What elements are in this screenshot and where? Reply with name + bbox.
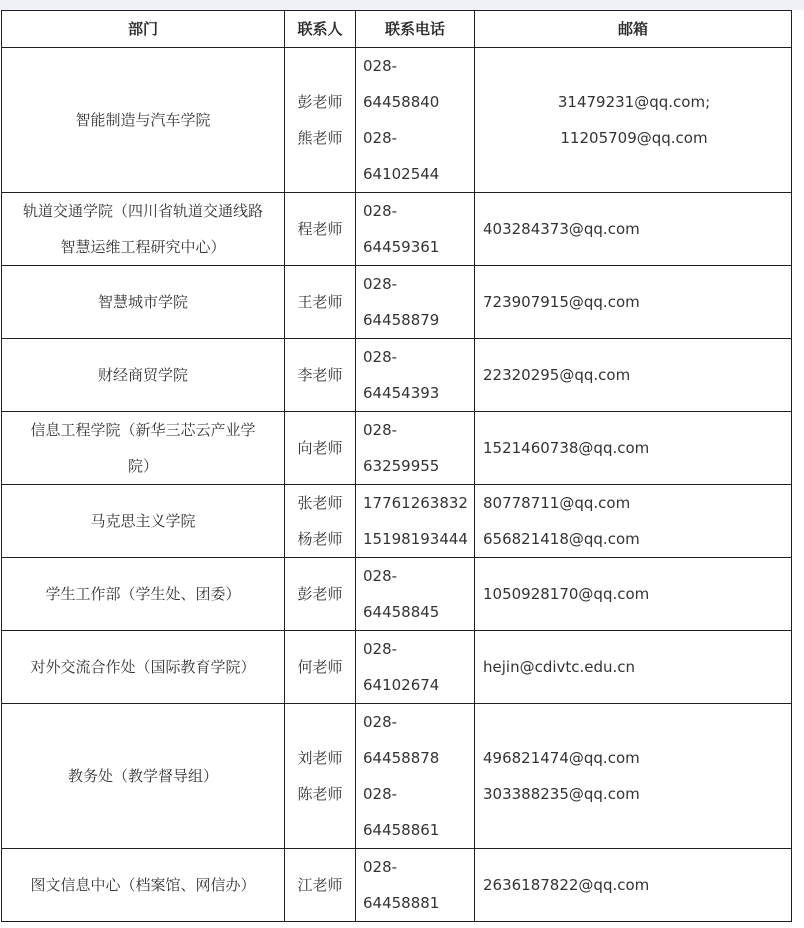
phone-cell	[356, 704, 475, 849]
contact-table	[1, 10, 792, 922]
phone-cell	[356, 339, 475, 412]
table-row	[2, 48, 792, 193]
department-name: 马克思主义学院	[90, 512, 196, 530]
email-cell	[475, 193, 792, 266]
department-cell	[2, 485, 285, 558]
table-row	[2, 849, 792, 922]
contact-person-name: 彭老师	[297, 585, 343, 603]
department-name: 智慧城市学院	[97, 293, 188, 311]
department-cell	[2, 412, 285, 485]
department-name: 对外交流合作处（国际教育学院）	[30, 658, 256, 676]
email-cell	[475, 48, 792, 193]
phone-text: 64458878	[363, 749, 440, 767]
email-cell	[475, 631, 792, 704]
header-department: 部门	[2, 11, 285, 48]
phone-text: 028-	[363, 858, 398, 876]
table-row	[2, 339, 792, 412]
phone-text: 028-	[363, 785, 398, 803]
contact-person-cell	[285, 339, 356, 412]
phone-cell	[356, 485, 475, 558]
email-text: 31479231@qq.com;	[557, 93, 711, 111]
department-name: 图文信息中心（档案馆、网信办）	[30, 876, 256, 894]
contact-person-name: 程老师	[297, 220, 343, 238]
contact-person-cell	[285, 266, 356, 339]
phone-text: 028-	[363, 567, 398, 585]
email-text: 22320295@qq.com	[483, 366, 631, 384]
contact-person-name: 刘老师	[297, 749, 343, 767]
department-cell	[2, 339, 285, 412]
phone-text: 64102674	[363, 676, 440, 694]
department-cell	[2, 266, 285, 339]
contact-person-name: 李老师	[297, 366, 343, 384]
header-contact-person: 联系人	[285, 11, 356, 48]
contact-person-name: 何老师	[297, 658, 343, 676]
contact-person-cell	[285, 631, 356, 704]
email-text: 80778711@qq.com	[483, 494, 631, 512]
email-cell	[475, 558, 792, 631]
phone-text: 028-	[363, 275, 398, 293]
department-cell	[2, 849, 285, 922]
phone-text: 64458881	[363, 894, 440, 912]
department-name: 学生工作部（学生处、团委）	[45, 585, 241, 603]
department-cell	[2, 631, 285, 704]
email-text: 723907915@qq.com	[483, 293, 640, 311]
email-cell	[475, 704, 792, 849]
contact-person-cell	[285, 48, 356, 193]
phone-text: 64458861	[363, 821, 440, 839]
department-name-line: 轨道交通学院（四川省轨道交通线路	[22, 202, 263, 220]
phone-text: 63259955	[363, 457, 440, 475]
email-text: 656821418@qq.com	[483, 530, 640, 548]
contact-person-cell	[285, 412, 356, 485]
contact-person-name: 杨老师	[297, 530, 343, 548]
email-cell	[475, 339, 792, 412]
contact-person-name: 向老师	[297, 439, 343, 457]
department-name-line: 院）	[127, 457, 158, 475]
email-cell	[475, 485, 792, 558]
department-name: 智能制造与汽车学院	[75, 111, 211, 129]
contact-person-name: 张老师	[297, 494, 343, 512]
contact-person-cell	[285, 704, 356, 849]
phone-text: 028-	[363, 202, 398, 220]
contact-person-name: 陈老师	[297, 785, 343, 803]
contact-person-cell	[285, 193, 356, 266]
phone-cell	[356, 48, 475, 193]
contact-person-name: 熊老师	[297, 129, 343, 147]
table-row	[2, 704, 792, 849]
phone-text: 028-	[363, 57, 398, 75]
email-text: 1050928170@qq.com	[483, 585, 650, 603]
contact-person-cell	[285, 558, 356, 631]
email-text: 11205709@qq.com	[560, 129, 708, 147]
table-row	[2, 558, 792, 631]
phone-text: 64458879	[363, 311, 440, 329]
department-name: 教务处（教学督导组）	[67, 767, 218, 785]
phone-text: 15198193444	[363, 530, 468, 548]
header-email: 邮箱	[475, 11, 792, 48]
department-name: 财经商贸学院	[97, 366, 188, 384]
phone-text: 028-	[363, 640, 398, 658]
phone-text: 64458845	[363, 603, 440, 621]
email-text: 2636187822@qq.com	[483, 876, 650, 894]
department-cell	[2, 704, 285, 849]
department-cell	[2, 558, 285, 631]
department-cell	[2, 48, 285, 193]
email-text: 303388235@qq.com	[483, 785, 640, 803]
contact-person-name: 王老师	[297, 293, 343, 311]
department-name-line: 智慧运维工程研究中心）	[60, 238, 226, 256]
phone-text: 64459361	[363, 238, 440, 256]
phone-cell	[356, 266, 475, 339]
email-cell	[475, 412, 792, 485]
phone-text: 028-	[363, 421, 398, 439]
table-row	[2, 266, 792, 339]
header-phone: 联系电话	[356, 11, 475, 48]
phone-text: 028-	[363, 713, 398, 731]
table-row	[2, 193, 792, 266]
phone-cell	[356, 849, 475, 922]
phone-text: 17761263832	[363, 494, 468, 512]
phone-text: 028-	[363, 129, 398, 147]
phone-text: 64102544	[363, 165, 440, 183]
contact-person-cell	[285, 485, 356, 558]
contact-person-cell	[285, 849, 356, 922]
table-row	[2, 485, 792, 558]
phone-cell	[356, 631, 475, 704]
contact-table-container	[1, 10, 791, 922]
contact-person-name: 彭老师	[297, 93, 343, 111]
phone-cell	[356, 193, 475, 266]
table-row	[2, 631, 792, 704]
phone-text: 64454393	[363, 384, 440, 402]
phone-text: 028-	[363, 348, 398, 366]
phone-cell	[356, 412, 475, 485]
email-cell	[475, 849, 792, 922]
email-text: 1521460738@qq.com	[483, 439, 650, 457]
phone-cell	[356, 558, 475, 631]
email-text: 403284373@qq.com	[483, 220, 640, 238]
top-background-strip	[0, 0, 804, 10]
table-row	[2, 412, 792, 485]
email-text: hejin@cdivtc.edu.cn	[483, 658, 636, 676]
phone-text: 64458840	[363, 93, 440, 111]
email-text: 496821474@qq.com	[483, 749, 640, 767]
email-cell	[475, 266, 792, 339]
department-name-line: 信息工程学院（新华三芯云产业学	[30, 421, 256, 439]
department-cell	[2, 193, 285, 266]
contact-person-name: 江老师	[297, 876, 343, 894]
table-header-row	[2, 11, 792, 48]
